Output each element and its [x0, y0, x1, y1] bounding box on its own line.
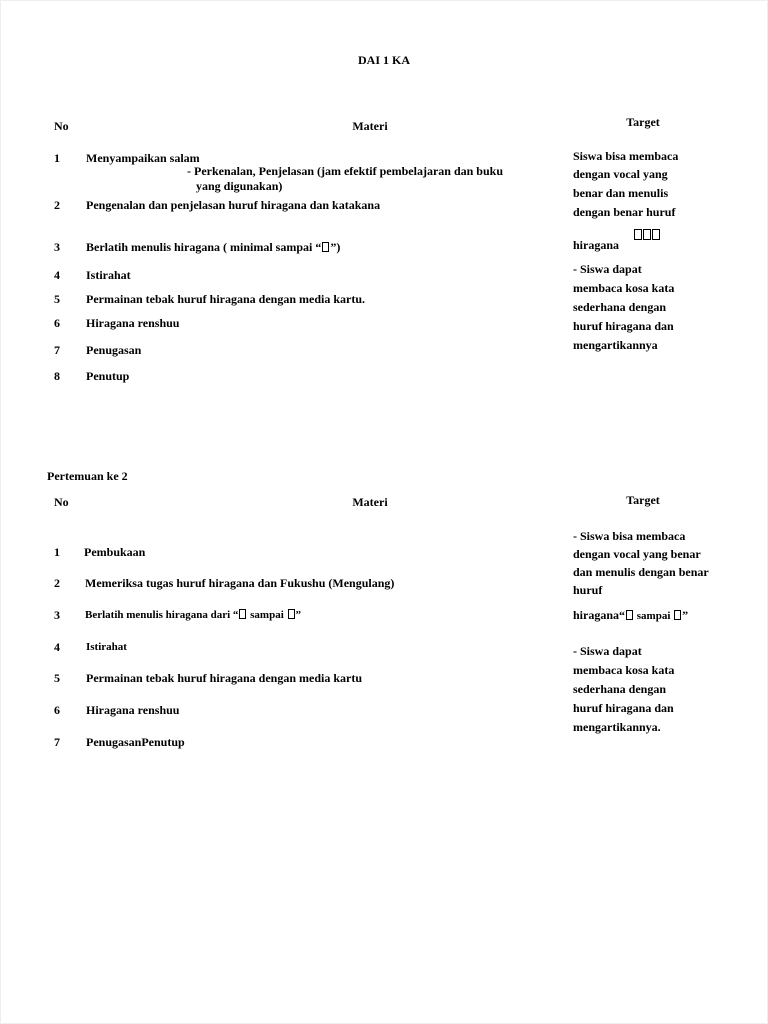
table1-target-line: benar dan menulis [573, 186, 669, 200]
table2-target-line: sederhana dengan [573, 682, 667, 696]
glyph-placeholder-icon [652, 229, 660, 240]
table1-target-line: membaca kosa kata [573, 281, 675, 295]
table2-row-materi: Hiragana renshuu [86, 703, 180, 717]
table1-row-materi: Permainan tebak huruf hiragana dengan media kartu. [86, 292, 366, 306]
table2-target-line: huruf [573, 583, 603, 597]
table1-header-no: No [54, 119, 69, 133]
table1-row-no: 2 [54, 198, 60, 212]
table1-target-line: huruf hiragana dan [573, 319, 674, 333]
table1-row-materi: Penutup [86, 369, 130, 383]
table2-header-target: Target [626, 493, 660, 507]
table1-header-materi: Materi [352, 119, 388, 133]
table2-target-hiragana-line [573, 608, 688, 623]
hiragana-glyphs-icon [633, 228, 660, 242]
table1-row-no: 4 [54, 268, 60, 282]
glyph-placeholder-icon [626, 610, 633, 620]
table1-target-line: sederhana dengan [573, 300, 667, 314]
table2-target-hiragana-mid: sampai [634, 610, 674, 622]
table1-row-materi: Menyampaikan salam [86, 151, 200, 165]
table2-row-no: 2 [54, 576, 60, 590]
table1-subitem-line2: yang digunakan) [196, 179, 283, 193]
table2-row-no: 6 [54, 703, 60, 717]
table1-row-no: 3 [54, 240, 60, 254]
meeting2-label: Pertemuan ke 2 [47, 469, 128, 483]
table1-row3-text-after: ”) [330, 240, 341, 254]
table1-header-target: Target [626, 115, 660, 129]
glyph-placeholder-icon [674, 610, 681, 620]
table1-row-no: 8 [54, 369, 60, 383]
table1-row-no: 6 [54, 316, 60, 330]
table2-row3-text-before: Berlatih menulis hiragana dari “ [85, 609, 239, 621]
table2-row-no: 3 [54, 608, 60, 622]
table1-row-no: 5 [54, 292, 60, 306]
table1-row-no: 7 [54, 343, 60, 357]
table2-row-materi: Permainan tebak huruf hiragana dengan media kartu [86, 671, 363, 685]
glyph-placeholder-icon [322, 242, 329, 252]
table1-row-materi: Hiragana renshuu [86, 316, 180, 330]
table2-target-line: dengan vocal yang benar [573, 547, 701, 561]
table1-row-materi [86, 240, 340, 254]
table1-target-line: - Siswa dapat [573, 262, 642, 276]
table1-row-materi: Pengenalan dan penjelasan huruf hiragana dan katakana [86, 198, 381, 212]
table1-row-materi: Istirahat [86, 268, 131, 282]
table1-target-line: dengan benar huruf [573, 205, 676, 219]
table2-row-materi: Memeriksa tugas huruf hiragana dan Fukushu (Mengulang) [85, 576, 395, 590]
table2-target-line: - Siswa bisa membaca [573, 529, 686, 543]
table2-row-no: 7 [54, 735, 60, 749]
table1-target-line: Siswa bisa membaca [573, 149, 679, 163]
table2-row-materi: Pembukaan [84, 545, 146, 559]
table2-target-line: mengartikannya. [573, 720, 661, 734]
table2-target-line: - Siswa dapat [573, 644, 642, 658]
table2-header-no: No [54, 495, 69, 509]
table1-target-line: mengartikannya [573, 338, 658, 352]
table2-target-hiragana-before: hiragana“ [573, 608, 626, 622]
table1-target-line: dengan vocal yang [573, 167, 668, 181]
table2-target-hiragana-after: ” [682, 608, 689, 622]
document-title: DAI 1 KA [357, 53, 410, 67]
glyph-placeholder-icon [634, 229, 642, 240]
glyph-placeholder-icon [643, 229, 651, 240]
table1-row-materi: Penugasan [86, 343, 142, 357]
table2-row3-text-after: ” [295, 609, 302, 621]
table2-target-line: dan menulis dengan benar [573, 565, 709, 579]
table1-subitem-line1: - Perkenalan, Penjelasan (jam efektif pembelajaran dan buku [187, 164, 503, 178]
table2-row-no: 1 [54, 545, 60, 559]
table2-row-no: 5 [54, 671, 60, 685]
table1-target-line: hiragana [573, 238, 620, 252]
table2-header-materi: Materi [352, 495, 388, 509]
table2-row3-text-mid: sampai [247, 609, 287, 621]
table2-target-line: huruf hiragana dan [573, 701, 674, 715]
table2-row-materi: PenugasanPenutup [86, 735, 185, 749]
table1-row-no: 1 [54, 151, 60, 165]
glyph-placeholder-icon [239, 609, 246, 619]
table1-row3-text-before: Berlatih menulis hiragana ( minimal sampai “ [86, 240, 322, 254]
table2-row-materi [85, 608, 301, 622]
glyph-placeholder-icon [288, 609, 295, 619]
table2-target-line: membaca kosa kata [573, 663, 675, 677]
table2-row-materi: Istirahat [86, 641, 127, 653]
table2-row-no: 4 [54, 640, 60, 654]
